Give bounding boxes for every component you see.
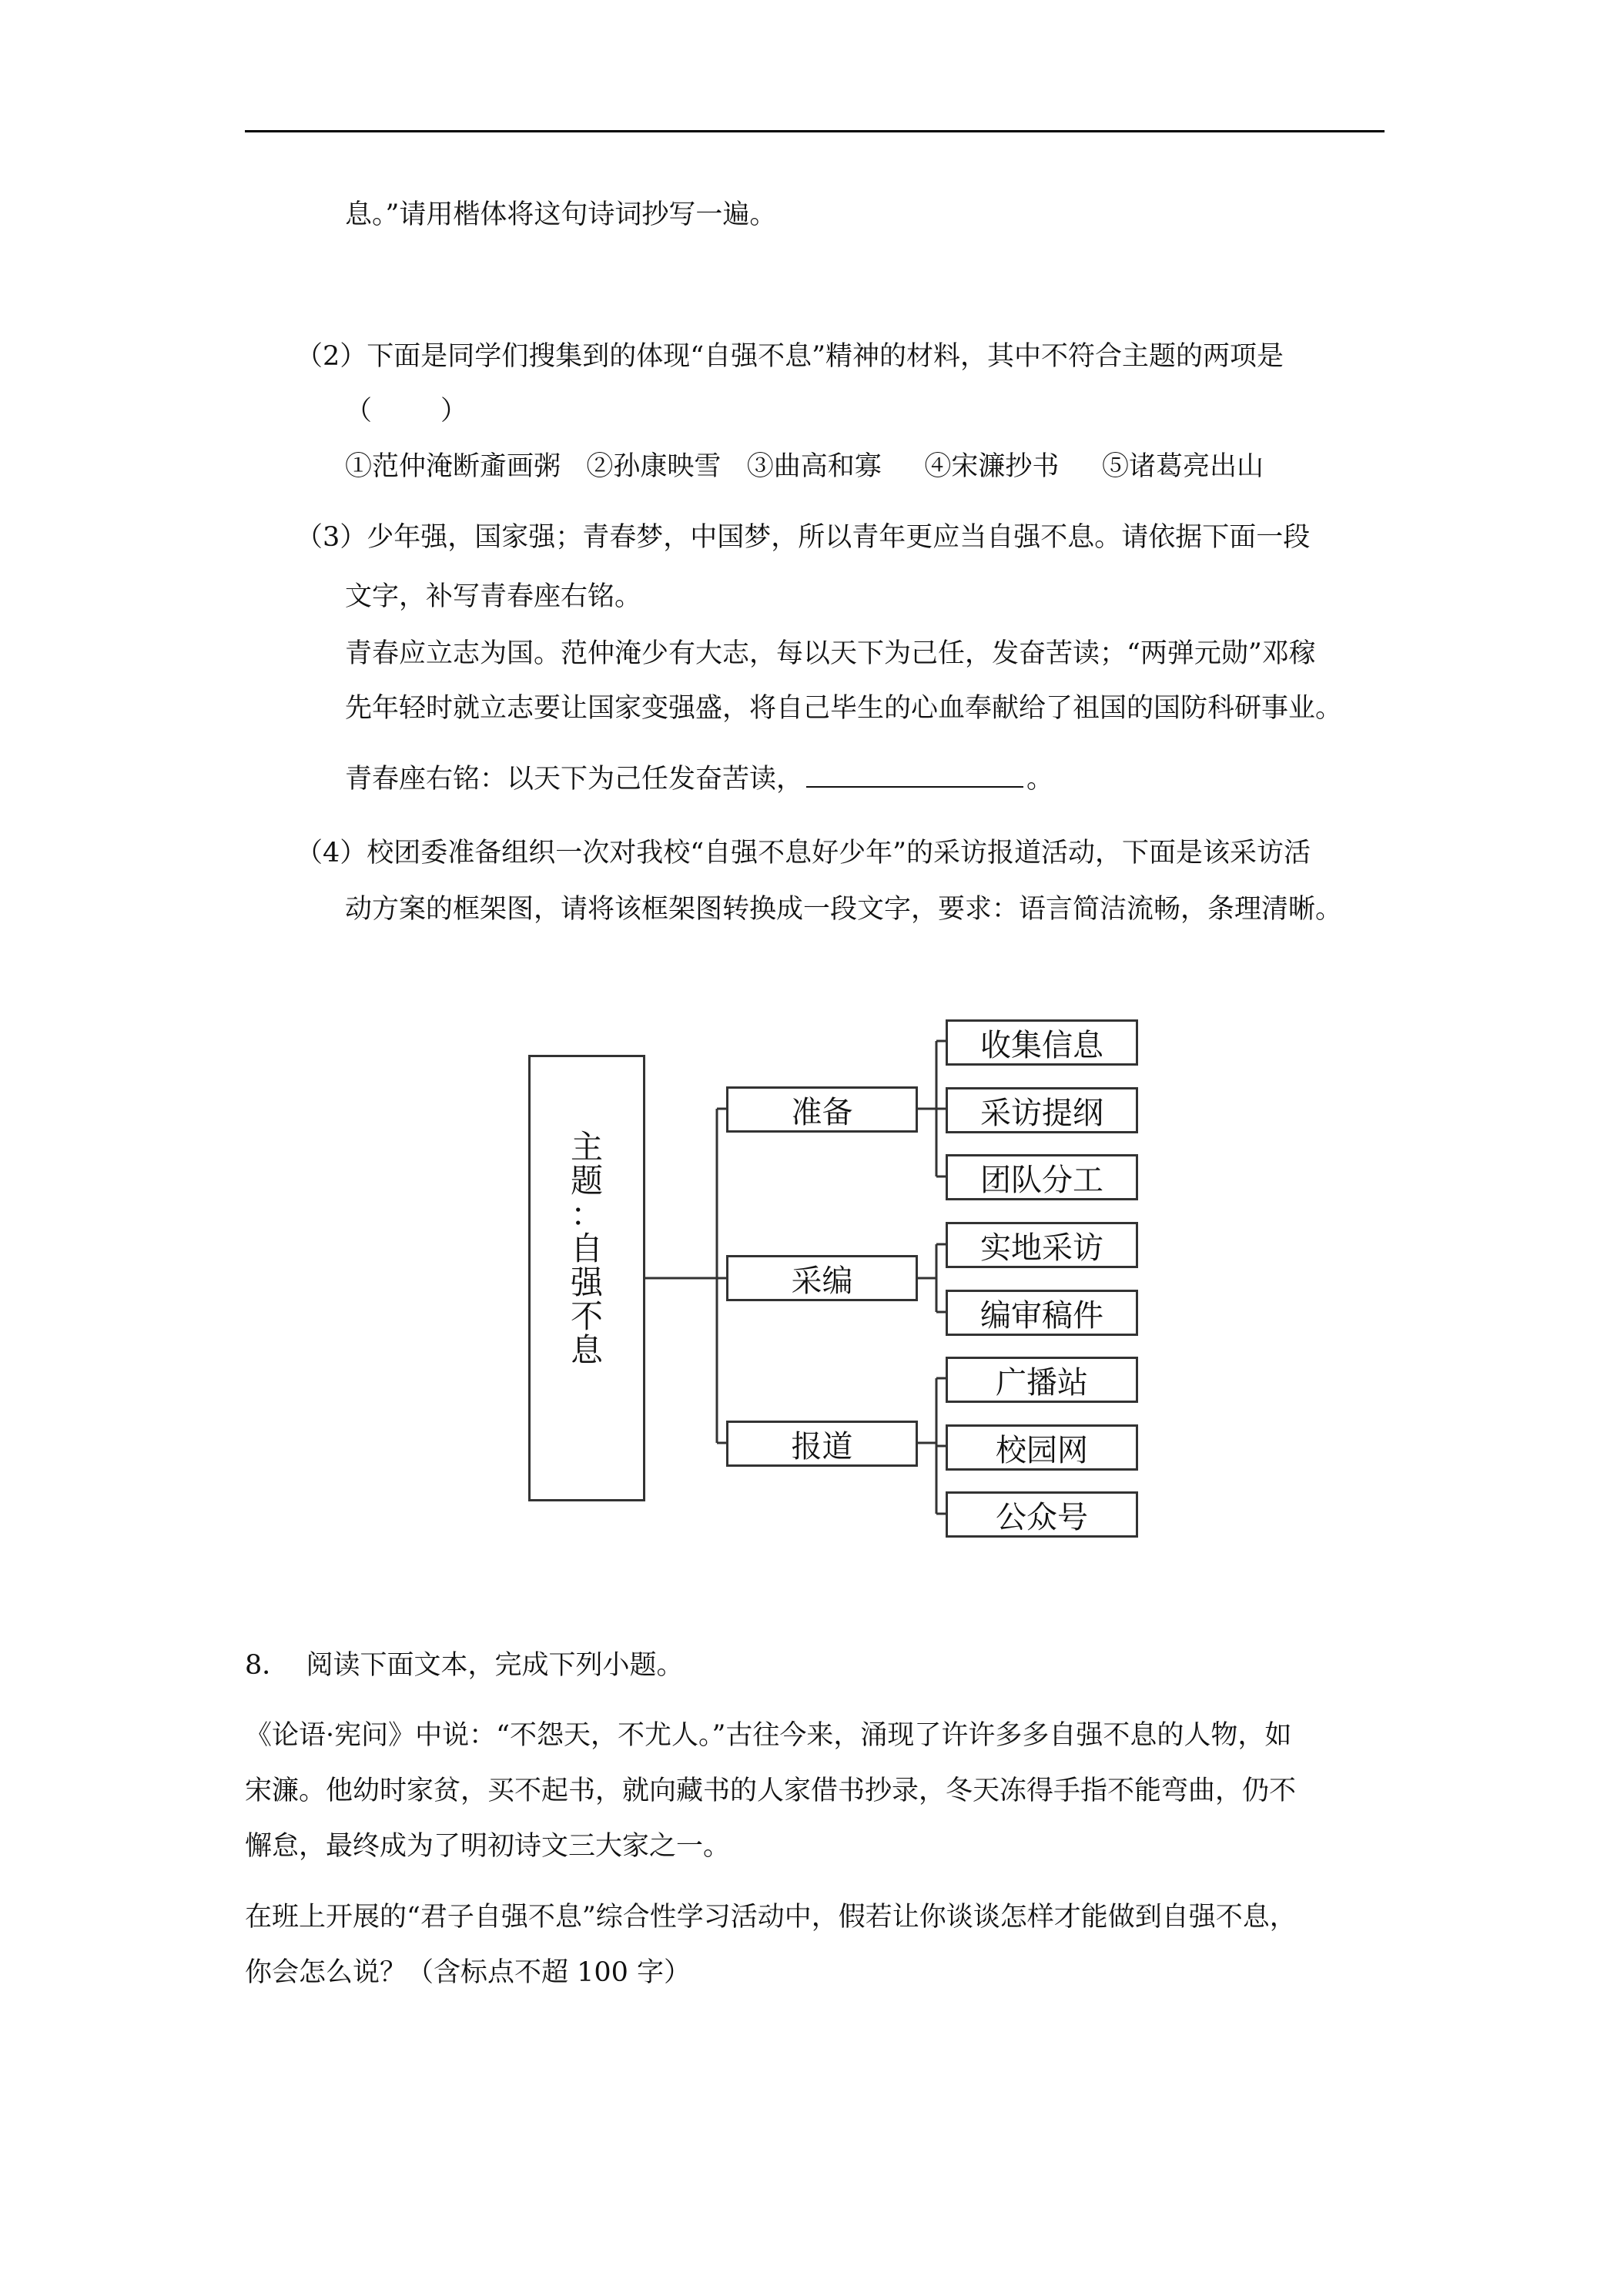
answer-blank[interactable] <box>806 763 1023 788</box>
item-box: 采访提纲 <box>946 1087 1138 1133</box>
answer-paren: （ ） <box>345 396 468 427</box>
stage-box: 准备 <box>726 1086 918 1133</box>
item-box: 实地采访 <box>946 1222 1138 1268</box>
theme-char: 自 <box>570 1230 603 1267</box>
passage-line: 《论语·宪问》中说：“不怨天，不尤人。”古往今来，涌现了许许多多自强不息的人物，如 <box>245 1720 1292 1751</box>
theme-label <box>568 1130 606 1367</box>
passage-line: 在班上开展的“君子自强不息”综合性学习活动中，假若让你谈谈怎样才能做到自强不息， <box>245 1902 1297 1933</box>
text-line: 先年轻时就立志要让国家变强盛，将自己毕生的心血奉献给了祖国的国防科研事业。 <box>345 693 1343 724</box>
theme-char: 强 <box>570 1263 603 1301</box>
question-4: （4）校团委准备组织一次对我校“自强不息好少年”的采访报道活动，下面是该采访活 <box>296 838 1311 869</box>
motto-prefix: 青春座右铭：以天下为己任发奋苦读， <box>345 764 804 795</box>
motto-suffix: 。 <box>1026 764 1054 795</box>
item-box: 团队分工 <box>946 1154 1138 1200</box>
item-box: 收集信息 <box>946 1019 1138 1066</box>
text-line: 青春应立志为国。范仲淹少有大志，每以天下为己任，发奋苦读；“两弹元勋”邓稼 <box>345 638 1316 669</box>
question-2: （2）下面是同学们搜集到的体现“自强不息”精神的材料，其中不符合主题的两项是 <box>296 341 1284 372</box>
theme-char: 不 <box>570 1297 603 1335</box>
passage-line: 宋濂。他幼时家贫，买不起书，就向藏书的人家借书抄录，冬天冻得手指不能弯曲，仍不 <box>245 1776 1297 1806</box>
header-rule <box>245 130 1385 132</box>
item-box: 公众号 <box>946 1491 1138 1538</box>
stage-box: 报道 <box>726 1421 918 1467</box>
stage-box: 采编 <box>726 1255 918 1301</box>
question-8: 8． 阅读下面文本，完成下列小题。 <box>245 1650 684 1681</box>
theme-char: 题 <box>570 1162 603 1200</box>
question-2-options: ①范仲淹断齑画粥 ②孙康映雪 ③曲高和寡 ④宋濂抄书 ⑤诸葛亮出山 <box>345 451 1264 482</box>
question-3: （3）少年强，国家强；青春梦，中国梦，所以青年更应当自强不息。请依据下面一段 <box>296 522 1311 553</box>
theme-char: 息 <box>570 1331 603 1369</box>
text-line: 动方案的框架图，请将该框架图转换成一段文字，要求：语言简洁流畅，条理清晰。 <box>345 894 1343 925</box>
item-box: 校园网 <box>946 1424 1138 1471</box>
item-box: 编审稿件 <box>946 1290 1138 1336</box>
text-line: 息。”请用楷体将这句诗词抄写一遍。 <box>345 199 777 230</box>
theme-char: ： <box>570 1196 603 1233</box>
theme-char: 主 <box>570 1128 603 1166</box>
motto-line <box>345 761 1053 797</box>
item-box: 广播站 <box>946 1357 1138 1403</box>
text-line: 文字，补写青春座右铭。 <box>345 581 642 612</box>
passage-line: 你会怎么说？（含标点不超 100 字） <box>245 1957 691 1988</box>
passage-line: 懈怠，最终成为了明初诗文三大家之一。 <box>245 1831 731 1862</box>
